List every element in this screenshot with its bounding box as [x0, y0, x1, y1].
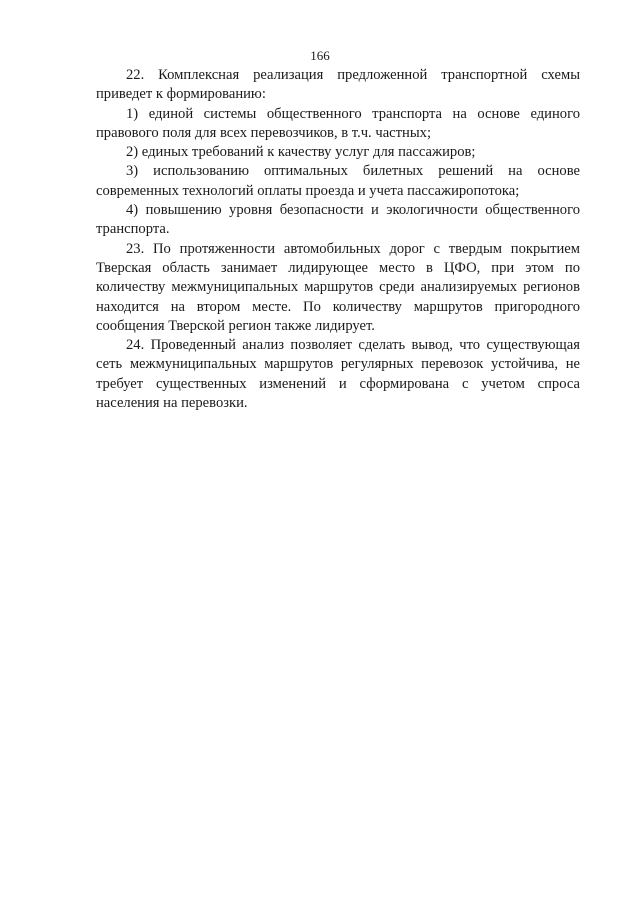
paragraph-22: 22. Комплексная реализация предложенной транспортной схемы приведет к формированию: — [96, 67, 580, 103]
list-item-2: 2) единых требований к качеству услуг для пассажиров; — [126, 144, 476, 161]
list-item-3: 3) использованию оптимальных билетных решений на основе современных технологий оплаты проезда и учета пассажиропотока; — [96, 163, 580, 199]
paragraph-24: 24. Проведенный анализ позволяет сделать вывод, что существующая сеть межмуниципальных маршрутов регулярных перевозок устойчива, не требует существенных изменений и сформирована с учетом спроса населения на перевозки. — [96, 337, 580, 412]
paragraph-23: 23. По протяженности автомобильных дорог с твердым покрытием Тверская область занимает лидирующее место в ЦФО, при этом по количеству межмуниципальных маршрутов среди анализируемых регионов находится на втором месте. По количеству маршрутов пригородного сообщения Тверской регион также лидирует. — [96, 240, 580, 334]
document-body — [96, 66, 580, 413]
page-number: 166 — [310, 48, 330, 63]
list-item-1: 1) единой системы общественного транспорта на основе единого правового поля для всех перевозчиков, в т.ч. частных; — [96, 105, 580, 141]
list-item-4: 4) повышению уровня безопасности и экологичности общественного транспорта. — [96, 202, 580, 238]
